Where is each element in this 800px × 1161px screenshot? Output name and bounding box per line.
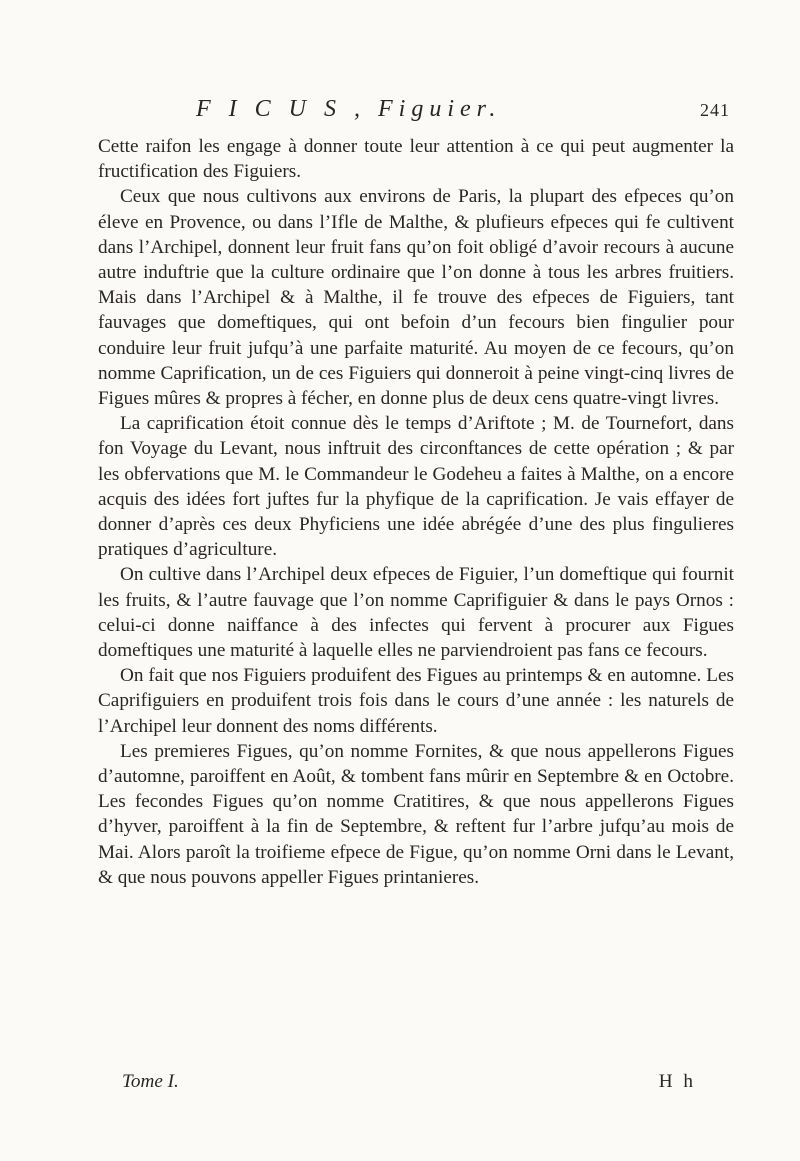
paragraph: On fait que nos Figuiers produifent des Figues au printemps & en automne. Les Caprifiguiers en produifent trois fois dans le cours d’une année : les naturels de l’Archipel leur donnent des noms différents. bbox=[98, 665, 734, 737]
paragraph: Les premieres Figues, qu’on nomme Fornites, & que nous appellerons Figues d’automne, paroiffent en Août, & tombent fans mûrir en Septembre & en Octobre. Les fecondes Figues qu’on nomme Cratitires, & que nous appellerons Figues d’hyver, paroiffent à la fin de Septembre, & reftent fur l’arbre jufqu’au mois de Mai. Alors paroît la troifieme efpece de Figue, qu’on nomme Orni dans le Levant, & que nous pouvons appeller Figues printanieres. bbox=[98, 740, 734, 888]
running-head bbox=[196, 96, 730, 132]
page-number: 241 bbox=[700, 100, 730, 120]
paragraph: La caprification étoit connue dès le temps d’Ariftote ; M. de Tournefort, dans fon Voyage du Levant, nous inftruit des circonftances de cette opération ; & par les obfervations que M. le Commandeur le Godeheu a faites à Malthe, on a encore acquis des idées fort juftes fur la phyfique de la caprification. Je vais effayer de donner d’après ces deux Phyficiens une idée abrégée d’une des plus fingulieres pratiques d’agriculture. bbox=[98, 413, 734, 561]
paragraph: Ceux que nous cultivons aux environs de Paris, la plupart des efpeces qu’on éleve en Provence, ou dans l’Ifle de Malthe, & plufieurs efpeces qui fe cultivent dans l’Archipel, donnent leur fruit fans qu’on foit obligé d’avoir recours à aucune autre induftrie que la culture ordinaire que l’on donne à tous les arbres fruitiers. Mais dans l’Archipel & à Malthe, il fe trouve des efpeces de Figuiers, tant fauvages que domeftiques, qui ont befoin d’un fecours bien fingulier pour conduire leur fruit jufqu’à une parfaite maturité. Au moyen de ce fecours, qu’on nomme Caprification, un de ces Figuiers qui donneroit à peine vingt-cinq livres de Figues mûres & propres à fécher, en donne plus de deux cens quatre-vingt livres. bbox=[98, 186, 734, 410]
paragraph: On cultive dans l’Archipel deux efpeces de Figuier, l’un domeftique qui fournit les fruits, & l’autre fauvage que l’on nomme Caprifiguier & dans le pays Ornos : celui-ci donne naiffance à des infectes qui fervent à procurer aux Figues domeftiques une maturité à laquelle elles ne parviendroient pas fans ce fecours. bbox=[98, 564, 734, 662]
page-footer bbox=[98, 1071, 734, 1101]
body-text bbox=[98, 134, 734, 890]
volume-label: Tome I. bbox=[122, 1071, 179, 1092]
running-title: F I C U S , Figuier. bbox=[196, 96, 502, 122]
paragraph: Cette raifon les engage à donner toute leur attention à ce qui peut augmenter la fructification des Figuiers. bbox=[98, 136, 734, 183]
signature-mark: H h bbox=[658, 1071, 696, 1092]
